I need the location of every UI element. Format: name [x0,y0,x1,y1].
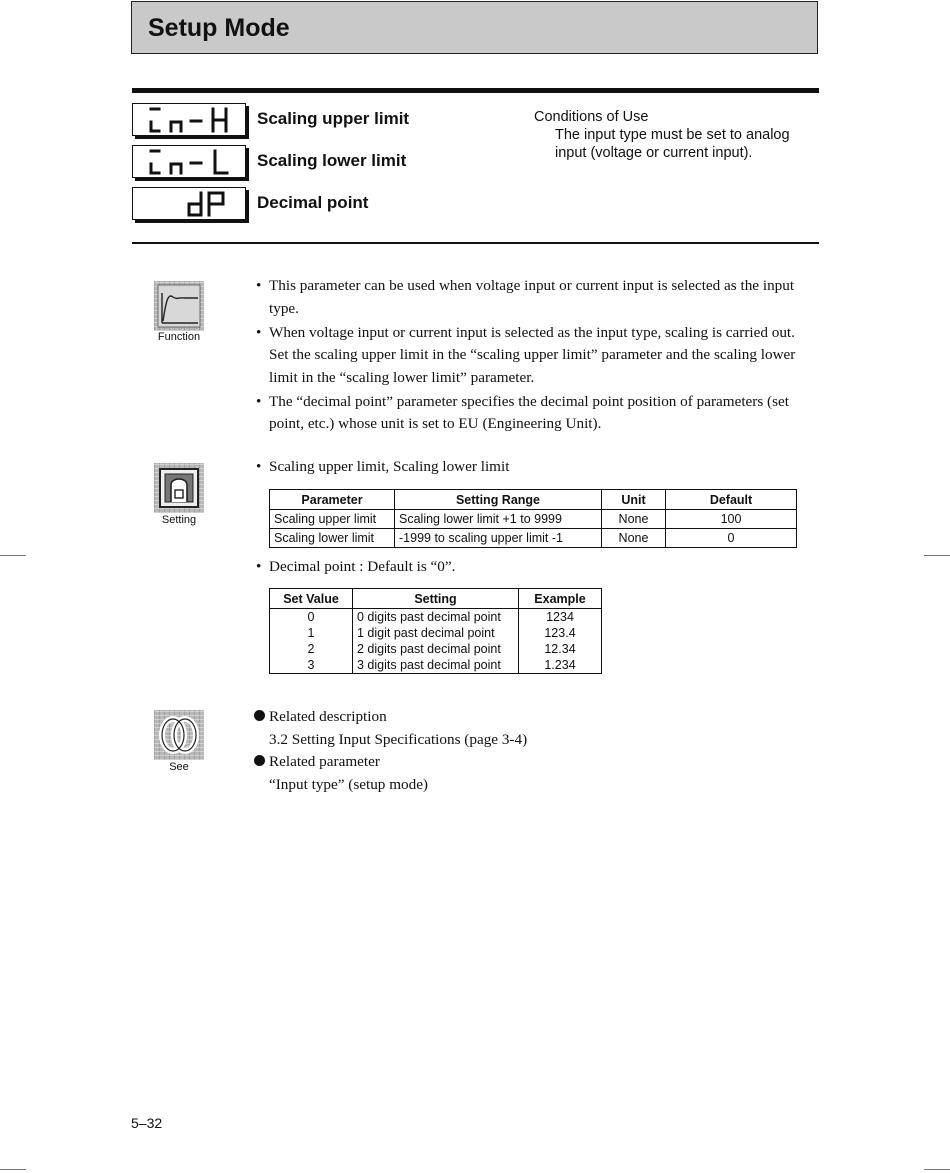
table-header-row [270,490,797,510]
table-cell: 0 [270,609,353,626]
page-number: 5–32 [131,1115,163,1131]
table-cell: 3 [270,657,353,674]
table-cell: 12.34 [519,641,602,657]
table-cell: 1.234 [519,657,602,674]
related-parameter-title: Related parameter [269,753,380,770]
crop-mark [924,555,950,556]
table-header: Default [666,490,797,510]
table-row [270,609,602,626]
related-description-link[interactable]: 3.2 Setting Input Specifications (page 3-4) [269,730,528,748]
see-label: See [169,761,189,773]
table-cell: -1999 to scaling upper limit -1 [395,529,602,548]
bullet-dot-icon [254,755,265,766]
table-cell: 2 digits past decimal point [353,641,519,657]
table-row [270,510,797,529]
table-row [270,657,602,674]
table-cell: 1234 [519,609,602,626]
segment-display-in-l-icon [133,146,245,177]
decimal-note: • Decimal point : Default is “0”. [256,558,455,576]
table-cell: 1 digit past decimal point [353,625,519,641]
segment-display-dp-icon [133,188,245,219]
decimal-table [269,588,602,674]
table-cell: None [602,510,666,529]
table-cell: Scaling lower limit [270,529,395,548]
display-box-in-l [132,145,246,178]
scaling-table [269,489,797,548]
setting-intro: • Scaling upper limit, Scaling lower limit [256,458,509,476]
crop-mark [0,555,26,556]
table-header: Example [519,589,602,609]
table-header: Unit [602,490,666,510]
table-cell: Scaling upper limit [270,510,395,529]
function-bullet: • The “decimal point” parameter specifies the decimal point position of parameters (set point, etc.) whose unit is set to EU (Engineering Unit). [256,391,818,436]
function-label: Function [157,331,201,343]
table-cell: Scaling lower limit +1 to 9999 [395,510,602,529]
table-header: Parameter [270,490,395,510]
related-description-title: Related description [269,708,387,725]
function-icon [154,281,204,331]
table-row [270,529,797,548]
see-icon [154,710,204,760]
table-cell: 123.4 [519,625,602,641]
table-cell: 100 [666,510,797,529]
related-parameter-link[interactable]: “Input type” (setup mode) [269,775,428,793]
display-box-dp [132,187,246,220]
related-block [254,706,527,796]
display-box-in-h [132,103,246,136]
conditions-body: The input type must be set to analog input (voltage or current input). [555,127,790,161]
table-row [270,625,602,641]
table-header: Setting [353,589,519,609]
setting-icon [154,463,204,513]
param-label-upper: Scaling upper limit [257,109,410,128]
function-bullets [256,275,818,437]
page-title: Setup Mode [148,14,290,42]
table-cell: 0 digits past decimal point [353,609,519,626]
table-header: Set Value [270,589,353,609]
bullet-dot-icon [254,710,265,721]
top-rule [132,88,819,93]
table-cell: 2 [270,641,353,657]
segment-display-in-h-icon [133,104,245,135]
table-header-row [270,589,602,609]
crop-mark [0,1169,26,1170]
table-cell: 0 [666,529,797,548]
function-bullet: • This parameter can be used when voltage input or current input is selected as the input type. [256,275,818,320]
table-cell: 3 digits past decimal point [353,657,519,674]
table-header: Setting Range [395,490,602,510]
header-bar [131,1,818,54]
table-cell: None [602,529,666,548]
conditions-title: Conditions of Use [534,109,649,125]
function-bullet: • When voltage input or current input is selected as the input type, scaling is carried out. Set the scaling upper limit in the “scaling upper limit” parameter and the scaling lower limit in the “scaling lower limit” parameter. [256,322,818,390]
param-label-decimal: Decimal point [257,193,369,212]
section-rule [132,242,819,244]
table-cell: 1 [270,625,353,641]
setting-label: Setting [161,514,197,526]
crop-mark [924,1169,950,1170]
table-row [270,641,602,657]
param-label-lower: Scaling lower limit [257,151,407,170]
